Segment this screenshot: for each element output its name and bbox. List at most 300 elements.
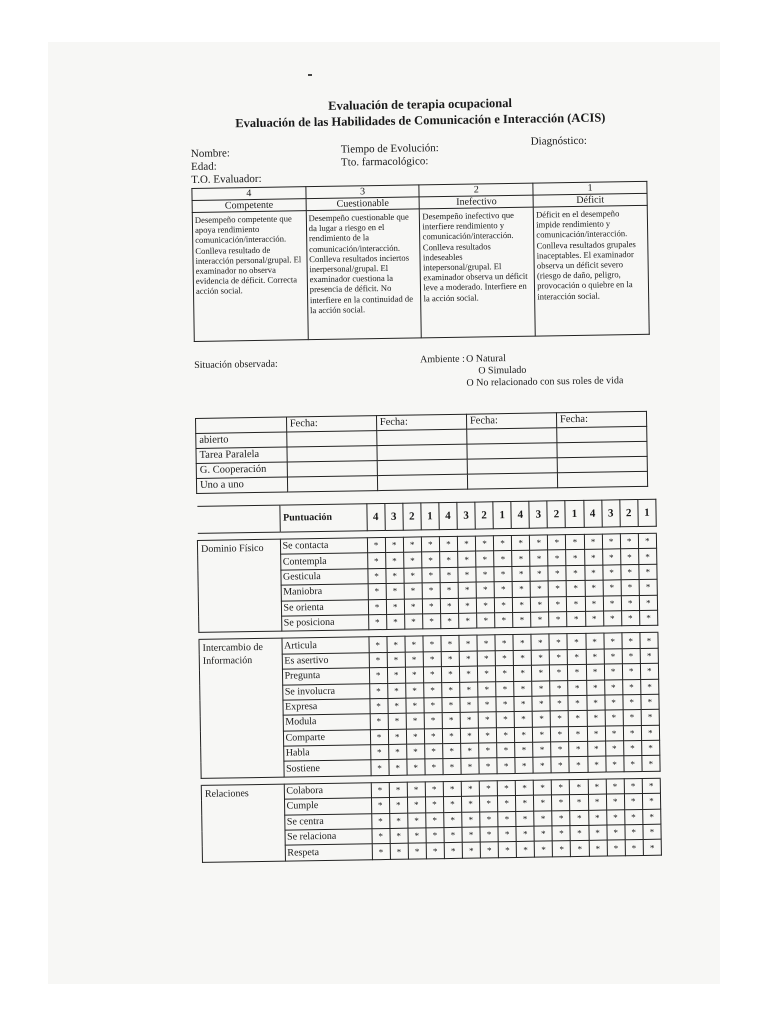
score-cell[interactable]: * bbox=[605, 725, 623, 741]
score-cell[interactable]: * bbox=[442, 713, 460, 729]
score-cell[interactable]: * bbox=[566, 550, 584, 566]
score-cell[interactable]: * bbox=[570, 795, 588, 811]
score-cell[interactable]: * bbox=[423, 636, 441, 652]
score-cell[interactable]: * bbox=[603, 611, 621, 627]
score-cell[interactable]: * bbox=[604, 633, 622, 649]
score-cell[interactable]: * bbox=[386, 599, 404, 615]
score-cell[interactable]: * bbox=[497, 780, 515, 796]
score-cell[interactable]: * bbox=[624, 809, 642, 825]
score-cell[interactable]: * bbox=[588, 794, 606, 810]
score-cell[interactable]: * bbox=[422, 614, 440, 630]
score-cell[interactable]: * bbox=[531, 612, 549, 628]
score-cell[interactable]: * bbox=[441, 666, 459, 682]
score-cell[interactable]: * bbox=[424, 713, 442, 729]
score-cell[interactable]: * bbox=[497, 758, 515, 774]
score-cell[interactable]: * bbox=[368, 614, 386, 630]
score-cell[interactable]: * bbox=[462, 842, 480, 858]
score-cell[interactable]: * bbox=[421, 552, 439, 568]
score-cell[interactable]: * bbox=[388, 698, 406, 714]
score-cell[interactable]: * bbox=[568, 664, 586, 680]
score-cell[interactable]: * bbox=[584, 549, 602, 565]
score-cell[interactable]: * bbox=[460, 728, 478, 744]
score-cell[interactable]: * bbox=[625, 825, 643, 841]
score-cell[interactable]: * bbox=[369, 652, 387, 668]
score-cell[interactable]: * bbox=[553, 841, 571, 857]
score-cell[interactable]: * bbox=[514, 696, 532, 712]
score-cell[interactable]: * bbox=[585, 580, 603, 596]
score-cell[interactable]: * bbox=[603, 595, 621, 611]
ambiente-option-simulado[interactable]: O Simulado bbox=[478, 364, 527, 377]
score-cell[interactable]: * bbox=[476, 582, 494, 598]
score-cell[interactable]: * bbox=[516, 842, 534, 858]
score-cell[interactable]: * bbox=[440, 552, 458, 568]
score-cell[interactable]: * bbox=[620, 534, 638, 550]
score-cell[interactable]: * bbox=[566, 565, 584, 581]
score-cell[interactable]: * bbox=[534, 841, 552, 857]
score-cell[interactable]: * bbox=[532, 696, 550, 712]
score-cell[interactable]: * bbox=[534, 826, 552, 842]
score-cell[interactable]: * bbox=[623, 710, 641, 726]
score-cell[interactable]: * bbox=[442, 682, 460, 698]
score-cell[interactable]: * bbox=[552, 795, 570, 811]
score-cell[interactable]: * bbox=[480, 796, 498, 812]
score-cell[interactable]: * bbox=[461, 743, 479, 759]
score-cell[interactable]: * bbox=[584, 534, 602, 550]
score-cell[interactable]: * bbox=[622, 679, 640, 695]
score-cell[interactable]: * bbox=[480, 811, 498, 827]
score-cell[interactable]: * bbox=[550, 649, 568, 665]
score-cell[interactable]: * bbox=[640, 633, 659, 649]
score-cell[interactable]: * bbox=[443, 781, 461, 797]
fecha-cell[interactable] bbox=[557, 471, 647, 487]
score-cell[interactable]: * bbox=[385, 553, 403, 569]
score-cell[interactable]: * bbox=[496, 666, 514, 682]
score-cell[interactable]: * bbox=[569, 757, 587, 773]
score-cell[interactable]: * bbox=[566, 534, 584, 550]
score-cell[interactable]: * bbox=[494, 566, 512, 582]
score-cell[interactable]: * bbox=[624, 756, 642, 772]
score-cell[interactable]: * bbox=[426, 812, 444, 828]
score-cell[interactable]: * bbox=[513, 650, 531, 666]
score-cell[interactable]: * bbox=[513, 612, 531, 628]
score-cell[interactable]: * bbox=[586, 649, 604, 665]
score-cell[interactable]: * bbox=[604, 679, 622, 695]
score-cell[interactable]: * bbox=[512, 581, 530, 597]
score-cell[interactable]: * bbox=[495, 650, 513, 666]
score-cell[interactable]: * bbox=[476, 597, 494, 613]
score-cell[interactable]: * bbox=[477, 666, 495, 682]
score-cell[interactable]: * bbox=[641, 710, 660, 726]
score-cell[interactable]: * bbox=[602, 549, 620, 565]
ambiente-option-natural[interactable]: O Natural bbox=[466, 353, 506, 365]
score-cell[interactable]: * bbox=[530, 566, 548, 582]
fecha-cell[interactable] bbox=[287, 476, 377, 492]
score-cell[interactable]: * bbox=[586, 695, 604, 711]
score-cell[interactable]: * bbox=[389, 760, 407, 776]
score-cell[interactable]: * bbox=[531, 634, 549, 650]
score-cell[interactable]: * bbox=[424, 698, 442, 714]
score-cell[interactable]: * bbox=[443, 759, 461, 775]
score-cell[interactable]: * bbox=[478, 697, 496, 713]
score-cell[interactable]: * bbox=[385, 537, 403, 553]
score-cell[interactable]: * bbox=[513, 597, 531, 613]
score-cell[interactable]: * bbox=[532, 680, 550, 696]
score-cell[interactable]: * bbox=[405, 636, 423, 652]
score-cell[interactable]: * bbox=[458, 567, 476, 583]
score-cell[interactable]: * bbox=[406, 713, 424, 729]
score-cell[interactable]: * bbox=[621, 564, 639, 580]
score-cell[interactable]: * bbox=[643, 824, 662, 840]
score-cell[interactable]: * bbox=[403, 537, 421, 553]
score-cell[interactable]: * bbox=[604, 695, 622, 711]
score-cell[interactable]: * bbox=[548, 581, 566, 597]
score-cell[interactable]: * bbox=[642, 778, 661, 794]
score-cell[interactable]: * bbox=[478, 712, 496, 728]
score-cell[interactable]: * bbox=[405, 682, 423, 698]
score-cell[interactable]: * bbox=[407, 813, 425, 829]
score-cell[interactable]: * bbox=[623, 741, 641, 757]
score-cell[interactable]: * bbox=[403, 552, 421, 568]
score-cell[interactable]: * bbox=[369, 668, 387, 684]
score-cell[interactable]: * bbox=[370, 760, 388, 776]
score-cell[interactable]: * bbox=[387, 683, 405, 699]
score-cell[interactable]: * bbox=[461, 796, 479, 812]
fecha-cell[interactable] bbox=[467, 458, 557, 474]
score-cell[interactable]: * bbox=[458, 582, 476, 598]
score-cell[interactable]: * bbox=[479, 758, 497, 774]
score-cell[interactable]: * bbox=[426, 828, 444, 844]
score-cell[interactable]: * bbox=[461, 781, 479, 797]
score-cell[interactable]: * bbox=[515, 780, 533, 796]
score-cell[interactable]: * bbox=[386, 583, 404, 599]
score-cell[interactable]: * bbox=[570, 825, 588, 841]
score-cell[interactable]: * bbox=[623, 725, 641, 741]
score-cell[interactable]: * bbox=[459, 635, 477, 651]
score-cell[interactable]: * bbox=[440, 567, 458, 583]
score-cell[interactable]: * bbox=[548, 550, 566, 566]
score-cell[interactable]: * bbox=[477, 635, 495, 651]
score-cell[interactable]: * bbox=[623, 694, 641, 710]
score-cell[interactable]: * bbox=[369, 637, 387, 653]
score-cell[interactable]: * bbox=[640, 648, 659, 664]
score-cell[interactable]: * bbox=[588, 810, 606, 826]
score-cell[interactable]: * bbox=[550, 696, 568, 712]
score-cell[interactable]: * bbox=[495, 612, 513, 628]
score-cell[interactable]: * bbox=[479, 743, 497, 759]
score-cell[interactable]: * bbox=[530, 535, 548, 551]
score-cell[interactable]: * bbox=[569, 741, 587, 757]
score-cell[interactable]: * bbox=[443, 797, 461, 813]
score-cell[interactable]: * bbox=[512, 551, 530, 567]
score-cell[interactable]: * bbox=[569, 711, 587, 727]
score-cell[interactable]: * bbox=[639, 564, 658, 580]
score-cell[interactable]: * bbox=[407, 797, 425, 813]
score-cell[interactable]: * bbox=[549, 596, 567, 612]
fecha-cell[interactable] bbox=[286, 431, 376, 447]
score-cell[interactable]: * bbox=[567, 596, 585, 612]
score-cell[interactable]: * bbox=[516, 795, 534, 811]
score-cell[interactable]: * bbox=[387, 667, 405, 683]
score-cell[interactable]: * bbox=[552, 810, 570, 826]
score-cell[interactable]: * bbox=[497, 743, 515, 759]
score-cell[interactable]: * bbox=[639, 595, 658, 611]
score-cell[interactable]: * bbox=[498, 826, 516, 842]
score-cell[interactable]: * bbox=[390, 828, 408, 844]
score-cell[interactable]: * bbox=[457, 536, 475, 552]
score-cell[interactable]: * bbox=[639, 610, 658, 626]
score-cell[interactable]: * bbox=[621, 610, 639, 626]
fecha-cell[interactable] bbox=[467, 428, 557, 444]
score-cell[interactable]: * bbox=[367, 537, 385, 553]
score-cell[interactable]: * bbox=[624, 778, 642, 794]
score-cell[interactable]: * bbox=[442, 697, 460, 713]
score-cell[interactable]: * bbox=[530, 581, 548, 597]
score-cell[interactable]: * bbox=[368, 584, 386, 600]
fecha-cell[interactable] bbox=[377, 459, 467, 475]
fecha-cell[interactable] bbox=[557, 456, 647, 472]
score-cell[interactable]: * bbox=[638, 533, 657, 549]
score-cell[interactable]: * bbox=[605, 741, 623, 757]
score-cell[interactable]: * bbox=[498, 842, 516, 858]
score-cell[interactable]: * bbox=[550, 680, 568, 696]
score-cell[interactable]: * bbox=[622, 664, 640, 680]
score-cell[interactable]: * bbox=[621, 580, 639, 596]
score-cell[interactable]: * bbox=[531, 596, 549, 612]
score-cell[interactable]: * bbox=[441, 636, 459, 652]
score-cell[interactable]: * bbox=[622, 633, 640, 649]
score-cell[interactable]: * bbox=[406, 729, 424, 745]
score-cell[interactable]: * bbox=[462, 812, 480, 828]
score-cell[interactable]: * bbox=[475, 536, 493, 552]
score-cell[interactable]: * bbox=[606, 809, 624, 825]
score-cell[interactable]: * bbox=[458, 598, 476, 614]
score-cell[interactable]: * bbox=[532, 665, 550, 681]
score-cell[interactable]: * bbox=[638, 549, 657, 565]
score-cell[interactable]: * bbox=[516, 811, 534, 827]
score-cell[interactable]: * bbox=[478, 727, 496, 743]
score-cell[interactable]: * bbox=[424, 728, 442, 744]
score-cell[interactable]: * bbox=[444, 843, 462, 859]
score-cell[interactable]: * bbox=[404, 568, 422, 584]
score-cell[interactable]: * bbox=[444, 827, 462, 843]
score-cell[interactable]: * bbox=[444, 812, 462, 828]
score-cell[interactable]: * bbox=[476, 551, 494, 567]
score-cell[interactable]: * bbox=[567, 634, 585, 650]
score-cell[interactable]: * bbox=[405, 652, 423, 668]
score-cell[interactable]: * bbox=[551, 757, 569, 773]
score-cell[interactable]: * bbox=[440, 583, 458, 599]
fecha-cell[interactable] bbox=[377, 474, 467, 490]
score-cell[interactable]: * bbox=[531, 650, 549, 666]
score-cell[interactable]: * bbox=[423, 682, 441, 698]
score-cell[interactable]: * bbox=[493, 536, 511, 552]
fecha-cell[interactable] bbox=[467, 473, 557, 489]
score-cell[interactable]: * bbox=[587, 710, 605, 726]
score-cell[interactable]: * bbox=[422, 567, 440, 583]
score-cell[interactable]: * bbox=[406, 698, 424, 714]
score-cell[interactable]: * bbox=[389, 813, 407, 829]
score-cell[interactable]: * bbox=[371, 798, 389, 814]
score-cell[interactable]: * bbox=[551, 742, 569, 758]
score-cell[interactable]: * bbox=[604, 649, 622, 665]
score-cell[interactable]: * bbox=[604, 664, 622, 680]
score-cell[interactable]: * bbox=[642, 756, 661, 772]
score-cell[interactable]: * bbox=[371, 813, 389, 829]
score-cell[interactable]: * bbox=[497, 727, 515, 743]
score-cell[interactable]: * bbox=[602, 534, 620, 550]
score-cell[interactable]: * bbox=[641, 694, 660, 710]
score-cell[interactable]: * bbox=[372, 844, 390, 860]
score-cell[interactable]: * bbox=[641, 725, 660, 741]
score-cell[interactable]: * bbox=[533, 727, 551, 743]
score-cell[interactable]: * bbox=[534, 795, 552, 811]
score-cell[interactable]: * bbox=[422, 598, 440, 614]
score-cell[interactable]: * bbox=[512, 535, 530, 551]
score-cell[interactable]: * bbox=[462, 827, 480, 843]
score-cell[interactable]: * bbox=[404, 614, 422, 630]
score-cell[interactable]: * bbox=[459, 613, 477, 629]
score-cell[interactable]: * bbox=[372, 828, 390, 844]
score-cell[interactable]: * bbox=[460, 697, 478, 713]
score-cell[interactable]: * bbox=[404, 583, 422, 599]
score-cell[interactable]: * bbox=[588, 779, 606, 795]
score-cell[interactable]: * bbox=[607, 840, 625, 856]
score-cell[interactable]: * bbox=[387, 637, 405, 653]
score-cell[interactable]: * bbox=[405, 667, 423, 683]
score-cell[interactable]: * bbox=[477, 651, 495, 667]
fecha-cell[interactable] bbox=[377, 444, 467, 460]
score-cell[interactable]: * bbox=[570, 779, 588, 795]
score-cell[interactable]: * bbox=[496, 681, 514, 697]
score-cell[interactable]: * bbox=[551, 726, 569, 742]
fecha-cell[interactable] bbox=[287, 446, 377, 462]
score-cell[interactable]: * bbox=[533, 780, 551, 796]
score-cell[interactable]: * bbox=[530, 550, 548, 566]
score-cell[interactable]: * bbox=[478, 681, 496, 697]
score-cell[interactable]: * bbox=[586, 680, 604, 696]
score-cell[interactable]: * bbox=[370, 729, 388, 745]
score-cell[interactable]: * bbox=[642, 809, 661, 825]
score-cell[interactable]: * bbox=[640, 679, 659, 695]
score-cell[interactable]: * bbox=[368, 599, 386, 615]
score-cell[interactable]: * bbox=[423, 667, 441, 683]
score-cell[interactable]: * bbox=[587, 726, 605, 742]
score-cell[interactable]: * bbox=[516, 826, 534, 842]
score-cell[interactable]: * bbox=[587, 757, 605, 773]
score-cell[interactable]: * bbox=[494, 551, 512, 567]
score-cell[interactable]: * bbox=[584, 565, 602, 581]
score-cell[interactable]: * bbox=[534, 811, 552, 827]
score-cell[interactable]: * bbox=[514, 665, 532, 681]
score-cell[interactable]: * bbox=[533, 742, 551, 758]
fecha-cell[interactable] bbox=[287, 461, 377, 477]
score-cell[interactable]: * bbox=[620, 549, 638, 565]
score-cell[interactable]: * bbox=[461, 759, 479, 775]
score-cell[interactable]: * bbox=[496, 712, 514, 728]
score-cell[interactable]: * bbox=[480, 827, 498, 843]
score-cell[interactable]: * bbox=[550, 665, 568, 681]
score-cell[interactable]: * bbox=[512, 566, 530, 582]
score-cell[interactable]: * bbox=[460, 682, 478, 698]
score-cell[interactable]: * bbox=[460, 712, 478, 728]
score-cell[interactable]: * bbox=[569, 726, 587, 742]
score-cell[interactable]: * bbox=[423, 651, 441, 667]
score-cell[interactable]: * bbox=[425, 781, 443, 797]
score-cell[interactable]: * bbox=[571, 841, 589, 857]
score-cell[interactable]: * bbox=[477, 613, 495, 629]
score-cell[interactable]: * bbox=[406, 744, 424, 760]
score-cell[interactable]: * bbox=[589, 840, 607, 856]
score-cell[interactable]: * bbox=[605, 756, 623, 772]
score-cell[interactable]: * bbox=[442, 728, 460, 744]
score-cell[interactable]: * bbox=[425, 759, 443, 775]
score-cell[interactable]: * bbox=[369, 683, 387, 699]
fecha-cell[interactable] bbox=[557, 426, 647, 442]
score-cell[interactable]: * bbox=[532, 711, 550, 727]
score-cell[interactable]: * bbox=[439, 536, 457, 552]
score-cell[interactable]: * bbox=[494, 582, 512, 598]
score-cell[interactable]: * bbox=[367, 553, 385, 569]
score-cell[interactable]: * bbox=[479, 781, 497, 797]
score-cell[interactable]: * bbox=[568, 649, 586, 665]
score-cell[interactable]: * bbox=[515, 727, 533, 743]
score-cell[interactable]: * bbox=[602, 565, 620, 581]
score-cell[interactable]: * bbox=[408, 843, 426, 859]
score-cell[interactable]: * bbox=[568, 695, 586, 711]
score-cell[interactable]: * bbox=[389, 797, 407, 813]
score-cell[interactable]: * bbox=[404, 598, 422, 614]
score-cell[interactable]: * bbox=[605, 710, 623, 726]
score-cell[interactable]: * bbox=[588, 825, 606, 841]
score-cell[interactable]: * bbox=[621, 595, 639, 611]
score-cell[interactable]: * bbox=[642, 793, 661, 809]
score-cell[interactable]: * bbox=[458, 551, 476, 567]
score-cell[interactable]: * bbox=[459, 651, 477, 667]
score-cell[interactable]: * bbox=[640, 663, 659, 679]
score-cell[interactable]: * bbox=[570, 810, 588, 826]
score-cell[interactable]: * bbox=[514, 711, 532, 727]
score-cell[interactable]: * bbox=[494, 597, 512, 613]
score-cell[interactable]: * bbox=[443, 743, 461, 759]
score-cell[interactable]: * bbox=[585, 633, 603, 649]
score-cell[interactable]: * bbox=[603, 580, 621, 596]
score-cell[interactable]: * bbox=[440, 613, 458, 629]
score-cell[interactable]: * bbox=[639, 579, 658, 595]
fecha-cell[interactable] bbox=[376, 429, 466, 445]
score-cell[interactable]: * bbox=[549, 612, 567, 628]
score-cell[interactable]: * bbox=[388, 713, 406, 729]
score-cell[interactable]: * bbox=[386, 568, 404, 584]
fecha-cell[interactable] bbox=[557, 441, 647, 457]
score-cell[interactable]: * bbox=[496, 696, 514, 712]
score-cell[interactable]: * bbox=[389, 782, 407, 798]
score-cell[interactable]: * bbox=[386, 614, 404, 630]
score-cell[interactable]: * bbox=[459, 666, 477, 682]
score-cell[interactable]: * bbox=[367, 568, 385, 584]
ambiente-option-no-relacionado[interactable]: O No relacionado con sus roles de vida bbox=[466, 375, 624, 389]
score-cell[interactable]: * bbox=[441, 651, 459, 667]
score-cell[interactable]: * bbox=[495, 635, 513, 651]
score-cell[interactable]: * bbox=[624, 794, 642, 810]
score-cell[interactable]: * bbox=[371, 782, 389, 798]
fecha-cell[interactable] bbox=[467, 443, 557, 459]
score-cell[interactable]: * bbox=[622, 648, 640, 664]
score-cell[interactable]: * bbox=[552, 826, 570, 842]
score-cell[interactable]: * bbox=[514, 681, 532, 697]
score-cell[interactable]: * bbox=[606, 779, 624, 795]
score-cell[interactable]: * bbox=[513, 635, 531, 651]
score-cell[interactable]: * bbox=[440, 598, 458, 614]
